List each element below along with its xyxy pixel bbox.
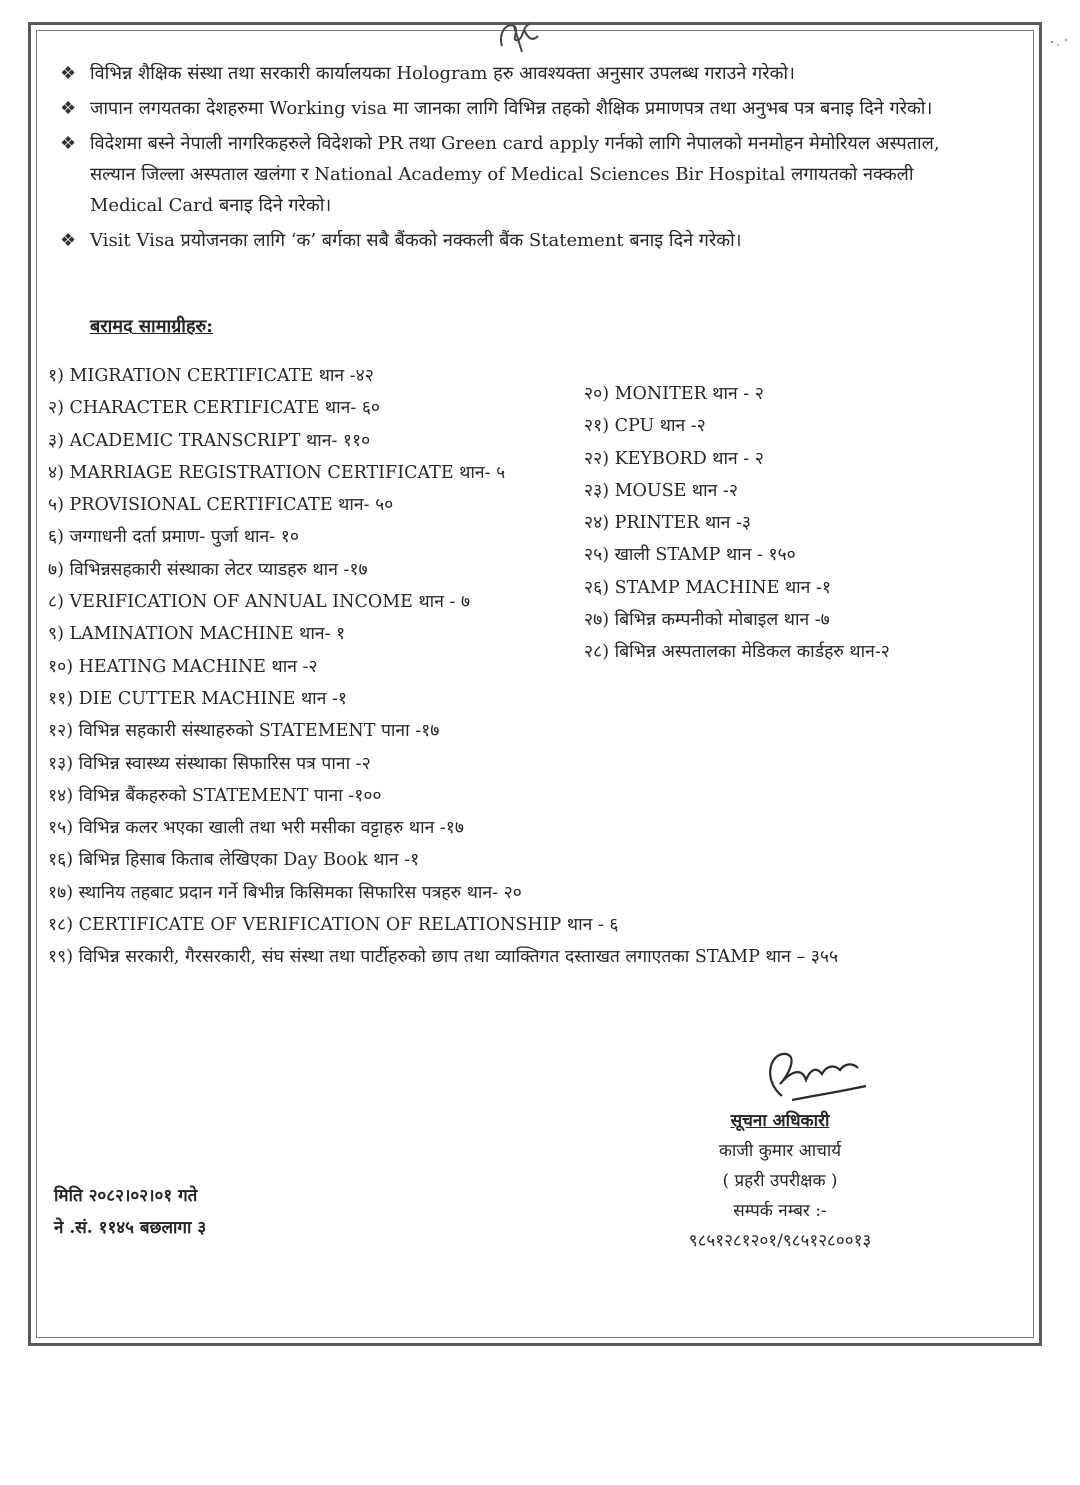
signatory-block: [640, 1106, 920, 1256]
list-item: १) MIGRATION CERTIFICATE थान -४२: [48, 366, 374, 386]
bullet-item: ❖ विदेशमा बस्ने नेपाली नागरिकहरुले विदेशको PR तथा Green card apply गर्नको लागि नेपालको मनमोहन मेमोरियल अस्पताल, सल्यान जिल्ला अस्पताल खलंगा र National Academy of Medical Sciences Bir Hospital लगायतको नक्कली Medical Card बनाइ दिने गरेको।: [60, 128, 940, 221]
diamond-bullet-icon: ❖: [60, 230, 77, 251]
list-item: २५) खाली STAMP थान - १५०: [584, 545, 796, 566]
diamond-bullet-icon: ❖: [60, 98, 77, 119]
list-item: ३) ACADEMIC TRANSCRIPT थान- ११०: [48, 430, 371, 451]
bullet-item: ❖ Visit Visa प्रयोजनका लागि ‘क’ बर्गका सबै बैंकको नक्कली बैंक Statement बनाइ दिने गरेको।: [60, 225, 940, 256]
recovered-items-right: [584, 378, 984, 669]
list-item: २१) CPU थान -२: [584, 416, 706, 437]
list-item: ५) PROVISIONAL CERTIFICATE थान- ५०: [48, 495, 394, 516]
handwritten-signature: [752, 1040, 872, 1116]
list-item: ९) LAMINATION MACHINE थान- १: [48, 624, 346, 645]
list-item: ८) VERIFICATION OF ANNUAL INCOME थान - ७: [48, 592, 471, 613]
signatory-name: काजी कुमार आचार्य: [718, 1141, 842, 1161]
diamond-bullet-icon: ❖: [60, 133, 77, 154]
list-item: २८) बिभिन्न अस्पतालका मेडिकल कार्डहरु थान-२: [584, 642, 890, 663]
list-item: २२) KEYBORD थान - २: [584, 448, 764, 469]
signatory-designation: ( प्रहरी उपरीक्षक ): [722, 1171, 838, 1191]
signatory-title: सूचना अधिकारी: [730, 1111, 830, 1131]
scan-specks: [1040, 20, 1080, 60]
date-line-ns: ने .सं. ११४५ बछलागा ३: [54, 1218, 207, 1238]
list-item: २३) MOUSE थान -२: [584, 480, 738, 501]
list-item: ६) जग्गाधनी दर्ता प्रमाण- पुर्जा थान- १०: [48, 527, 299, 548]
list-item: ७) विभिन्नसहकारी संस्थाका लेटर प्याडहरु थान -१७: [48, 559, 368, 580]
list-item: २०) MONITER थान - २: [584, 384, 764, 404]
list-item: १०) HEATING MACHINE थान -२: [48, 656, 318, 677]
initials-mark: [492, 16, 542, 58]
section-heading-recovered-items: बरामद सामाग्रीहरु:: [90, 316, 213, 337]
list-item: २) CHARACTER CERTIFICATE थान- ६०: [48, 398, 381, 419]
diamond-bullet-icon: ❖: [60, 63, 77, 84]
list-item: १३) विभिन्न स्वास्थ्य संस्थाका सिफारिस पत्र पाना -२: [48, 753, 371, 774]
list-item: ४) MARRIAGE REGISTRATION CERTIFICATE थान- ५: [48, 462, 506, 483]
list-item: १८) CERTIFICATE OF VERIFICATION OF RELATIONSHIP थान - ६: [48, 915, 619, 936]
list-item: २४) PRINTER थान -३: [584, 513, 751, 534]
list-item: १७) स्थानिय तहबाट प्रदान गर्ने बिभीन्न किसिमका सिफारिस पत्रहरु थान- २०: [48, 882, 522, 903]
list-item: ११) DIE CUTTER MACHINE थान -१: [48, 688, 347, 709]
bullet-item: ❖ विभिन्न शैक्षिक संस्था तथा सरकारी कार्यालयका Hologram हरु आवश्यक्ता अनुसार उपलब्ध गराउने गरेको।: [60, 58, 940, 89]
activity-bullet-list: [60, 58, 940, 260]
list-item: १४) विभिन्न बैंकहरुको STATEMENT पाना -१००: [48, 785, 382, 806]
bullet-item: ❖ जापान लगयतका देशहरुमा Working visa मा जानका लागि विभिन्न तहको शैक्षिक प्रमाणपत्र तथा अनुभब पत्र बनाइ दिने गरेको।: [60, 93, 940, 124]
contact-numbers: ९८५१२८१२०१/९८५१२८००१३: [688, 1231, 872, 1251]
list-item: १५) विभिन्न कलर भएका खाली तथा भरी मसीका वट्टाहरु थान -१७: [48, 818, 464, 839]
date-block: [54, 1180, 206, 1244]
list-item: १६) बिभिन्न हिसाब किताब लेखिएका Day Book थान -१: [48, 850, 420, 871]
date-line-bs: मिति २०८२।०२।०१ गते: [54, 1186, 198, 1206]
list-item: १२) विभिन्न सहकारी संस्थाहरुको STATEMENT पाना -१७: [48, 721, 440, 742]
list-item: २७) बिभिन्न कम्पनीको मोबाइल थान -७: [584, 610, 830, 631]
list-item: १९) विभिन्न सरकारी, गैरसरकारी, संघ संस्था तथा पार्टीहरुको छाप तथा व्याक्तिगत दस्ताखत लगाएतका STAMP थान – ३५५: [48, 947, 839, 968]
list-item: २६) STAMP MACHINE थान -१: [584, 577, 831, 598]
contact-label: सम्पर्क नम्बर :-: [733, 1201, 827, 1221]
